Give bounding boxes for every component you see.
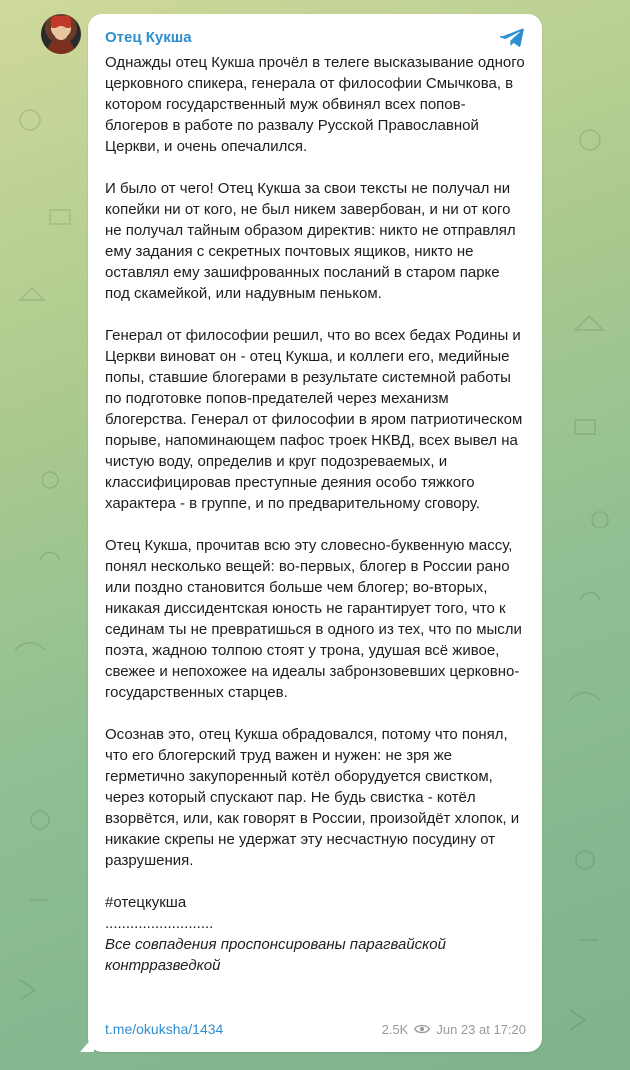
paragraph-5: Осознав это, отец Кукша обрадовался, потому что понял, что его блогерский труд важен и нужен: не зря же герметично закупоренный котёл оборудуется свистком, через который спускают пар. Не будь свистка - котёл взорвётся, или, как говорят в России, произойдёт хлопок, и никакие скрепы не удержат эту несчастную посудину от разрушения.: [105, 726, 520, 869]
paragraph-1: Однажды отец Кукша прочёл в телеге высказывание одного церковного спикера, генерала от философии Смычкова, в котором государственный муж обвинял всех попов-блогеров в работе по развалу Русской Православной Церкви, и очень опечалился.: [105, 54, 525, 155]
paragraph-2: И было от чего! Отец Кукша за свои тексты не получал ни копейки ни от кого, не был никем завербован, и ни от кого не получал тайным образом директив: никто не отправлял ему задания с секретных почтовых ящиков, никто не оставлял ему зашифрованных посланий в старом парке под скамейкой, или надувным пеньком.: [105, 180, 516, 302]
hashtag[interactable]: #отецкукша: [105, 894, 187, 911]
separator: ..........................: [105, 915, 214, 932]
message-meta: [382, 1022, 526, 1037]
message-text: [105, 52, 526, 976]
view-count: 2.5K: [381, 1021, 409, 1037]
message-footer: [105, 1020, 526, 1038]
post-link[interactable]: t.me/okuksha/1434: [105, 1021, 224, 1037]
avatar-face: [54, 26, 68, 40]
eye-icon: [414, 1023, 430, 1035]
message-bubble: [88, 14, 542, 1052]
disclaimer: Все совпадения проспонсированы парагвайской контрразведкой: [105, 936, 446, 974]
post-date: Jun 23 at 17:20: [436, 1021, 526, 1037]
paragraph-3: Генерал от философии решил, что во всех бедах Родины и Церкви виноват он - отец Кукша, и коллеги его, медийные попы, ставшие блогерами в результате системной работы по подготовке попов-предателей через механизм блогерства. Генерал от философии в яром патриотическом порыве, напоминающем пафос троек НКВД, всех вывел на чистую воду, определив и круг подозреваемых, и классифицировав преступные деяния особо тяжкого характера - в группе, и по предварительному сговору.: [105, 327, 523, 512]
telegram-icon[interactable]: [500, 24, 526, 50]
message-header: [105, 24, 526, 50]
avatar-body: [48, 40, 74, 54]
channel-avatar[interactable]: [41, 14, 81, 54]
channel-name[interactable]: Отец Кукша: [105, 28, 192, 46]
paragraph-4: Отец Кукша, прочитав всю эту словесно-буквенную массу, понял несколько вещей: во-первых, блогер в России рано или поздно становится больше чем блогер; во-вторых, никакая диссидентская юность не гарантирует того, что к сединам ты не превратишься в одного из тех, что по мысли поэта, жадною толпою стоят у трона, удушая всё живое, свежее и непохожее на идеалы забронзовевших церковно-государственных старцев.: [105, 537, 522, 701]
